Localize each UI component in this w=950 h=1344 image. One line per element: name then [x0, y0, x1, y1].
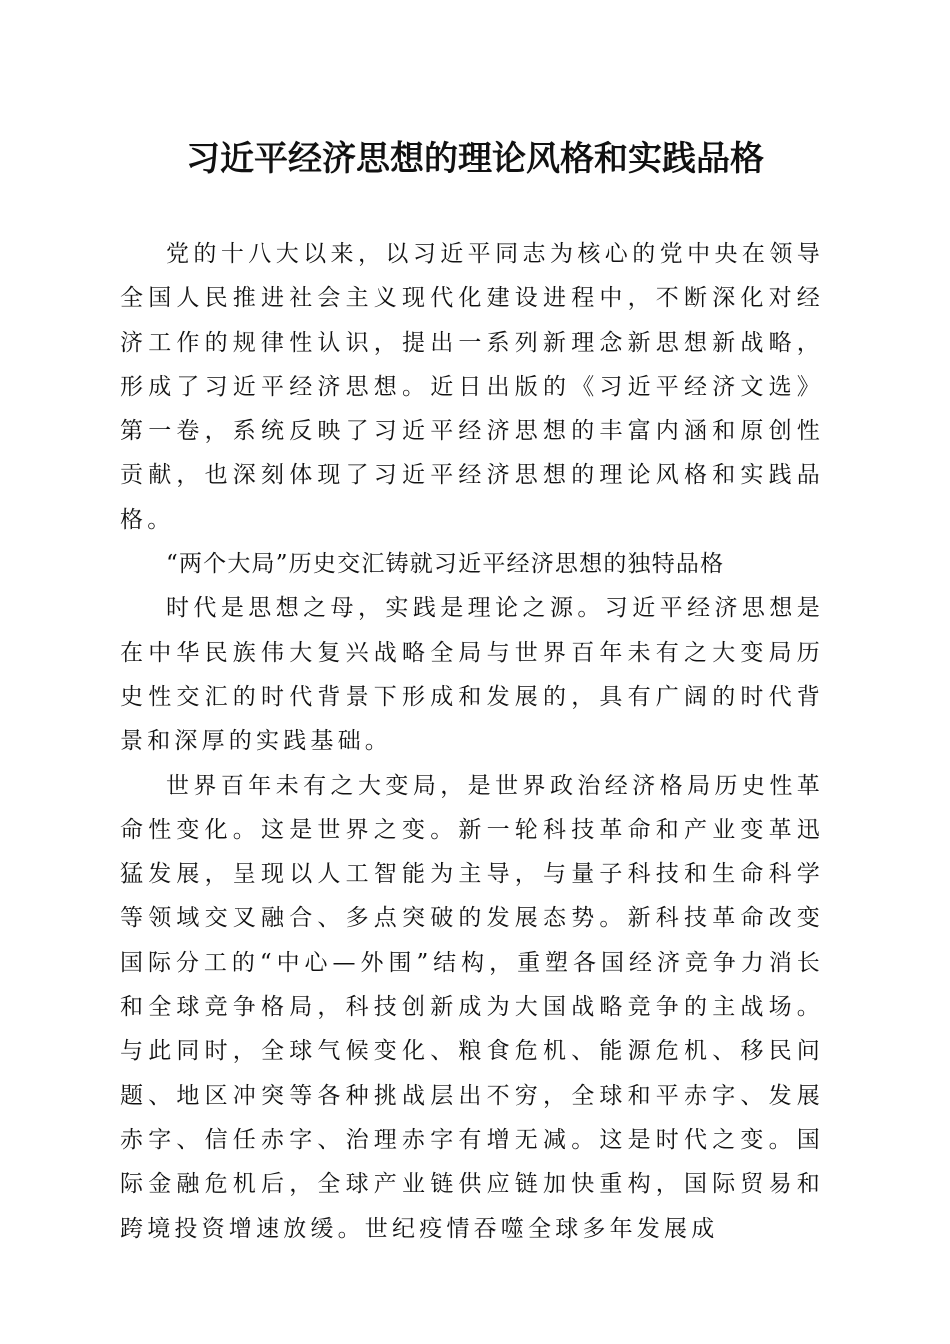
document-body [120, 232, 824, 1251]
paragraph-world-changes: 世界百年未有之大变局，是世界政治经济格局历史性革命性变化。这是世界之变。新一轮科技革命和产业变革迅猛发展，呈现以人工智能为主导，与量子科技和生命科学等领域交叉融合、多点突破的发展态势。新科技革命改变国际分工的“中心—外围”结构，重塑各国经济竞争力消长和全球竞争格局，科技创新成为大国战略竞争的主战场。与此同时，全球气候变化、粮食危机、能源危机、移民问题、地区冲突等各种挑战层出不穷，全球和平赤字、发展赤字、信任赤字、治理赤字有增无减。这是时代之变。国际金融危机后，全球产业链供应链加快重构，国际贸易和跨境投资增速放缓。世纪疫情吞噬全球多年发展成 [120, 772, 824, 1242]
paragraph-era-background: 时代是思想之母，实践是理论之源。习近平经济思想是在中华民族伟大复兴战略全局与世界百年未有之大变局历史性交汇的时代背景下形成和发展的，具有广阔的时代背景和深厚的实践基础。 [120, 595, 824, 755]
document-title: 习近平经济思想的理论风格和实践品格 [186, 139, 764, 179]
section-subheading: “两个大局”历史交汇铸就习近平经济思想的独特品格 [166, 551, 725, 578]
paragraph-intro: 党的十八大以来，以习近平同志为核心的党中央在领导全国人民推进社会主义现代化建设进程中，不断深化对经济工作的规律性认识，提出一系列新理念新思想新战略，形成了习近平经济思想。近日出版的《习近平经济文选》第一卷，系统反映了习近平经济思想的丰富内涵和原创性贡献，也深刻体现了习近平经济思想的理论风格和实践品格。 [120, 241, 824, 533]
